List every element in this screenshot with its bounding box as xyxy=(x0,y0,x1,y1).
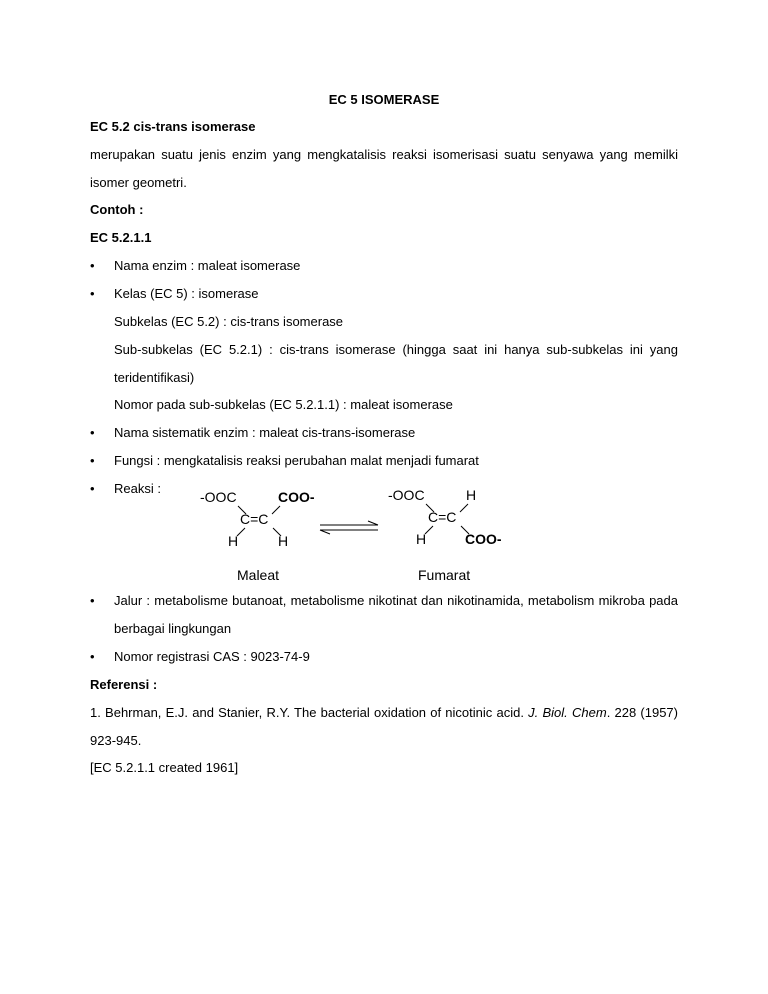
bullet-marker: • xyxy=(90,649,95,664)
maleate-name: Maleat xyxy=(237,567,280,583)
maleate-bond-tr xyxy=(272,506,280,514)
bullet-marker: • xyxy=(90,425,95,440)
item-subsubclass: Sub-subkelas (EC 5.2.1) : cis-trans isomerase (hingga saat ini hanya sub-subkelas ini yang teridentifikasi) xyxy=(114,342,678,385)
reference-1 xyxy=(90,699,678,755)
reference-1-details: . 228 (1957) 923-945. xyxy=(90,705,678,748)
item-number: Nomor pada sub-subkelas (EC 5.2.1.1) : maleat isomerase xyxy=(114,397,453,412)
item-reaction-label: Reaksi : xyxy=(114,481,161,496)
item-systematic-name: Nama sistematik enzim : maleat cis-trans-isomerase xyxy=(114,425,416,440)
fumarate-bottom-right: COO- xyxy=(465,531,502,547)
maleate-bottom-right: H xyxy=(278,533,289,549)
ec-code: EC 5.2.1.1 xyxy=(90,230,152,245)
fumarate-center: C=C xyxy=(428,509,457,525)
fumarate-top-left: -OOC xyxy=(388,487,425,503)
maleate-center: C=C xyxy=(240,511,269,527)
fumarate-top-right: H xyxy=(466,487,477,503)
bullet-marker: • xyxy=(90,286,95,301)
intro-paragraph: merupakan suatu jenis enzim yang mengkatalisis reaksi isomerisasi suatu senyawa yang memilki isomer geometri. xyxy=(90,147,678,190)
reference-1-authors: 1. Behrman, E.J. and Stanier, R.Y. The bacterial oxidation of nicotinic acid. xyxy=(90,705,529,720)
item-cas: Nomor registrasi CAS : 9023-74-9 xyxy=(114,649,310,664)
item-class: Kelas (EC 5) : isomerase xyxy=(114,286,259,301)
item-subclass: Subkelas (EC 5.2) : cis-trans isomerase xyxy=(114,314,344,329)
bullet-marker: • xyxy=(90,593,95,608)
maleate-top-left: -OOC xyxy=(200,489,237,505)
fumarate-bond-tr xyxy=(460,504,468,512)
reverse-arrow-head xyxy=(320,530,330,534)
subheading: EC 5.2 cis-trans isomerase xyxy=(90,119,256,134)
item-function: Fungsi : mengkatalisis reaksi perubahan malat menjadi fumarat xyxy=(114,453,479,468)
fumarate-bond-bl xyxy=(425,526,433,534)
example-label: Contoh : xyxy=(90,202,144,217)
item-pathway: Jalur : metabolisme butanoat, metabolisme nikotinat dan nikotinamida, metabolism mikroba pada berbagai lingkungan xyxy=(114,593,678,636)
page-title: EC 5 ISOMERASE xyxy=(328,92,440,107)
maleate-bottom-left: H xyxy=(228,533,239,549)
maleate-top-right: COO- xyxy=(278,489,315,505)
bullet-marker: • xyxy=(90,453,95,468)
fumarate-name: Fumarat xyxy=(418,567,471,583)
maleate-bond-bl xyxy=(237,528,245,536)
references-label: Referensi : xyxy=(90,677,158,692)
forward-arrow-head xyxy=(368,521,378,525)
created-note: [EC 5.2.1.1 created 1961] xyxy=(90,760,239,775)
bullet-marker: • xyxy=(90,481,95,496)
fumarate-bottom-left: H xyxy=(416,531,427,547)
item-enzyme-name: Nama enzim : maleat isomerase xyxy=(114,258,301,273)
bullet-marker: • xyxy=(90,258,95,273)
reference-1-journal: J. Biol. Chem xyxy=(528,705,607,720)
